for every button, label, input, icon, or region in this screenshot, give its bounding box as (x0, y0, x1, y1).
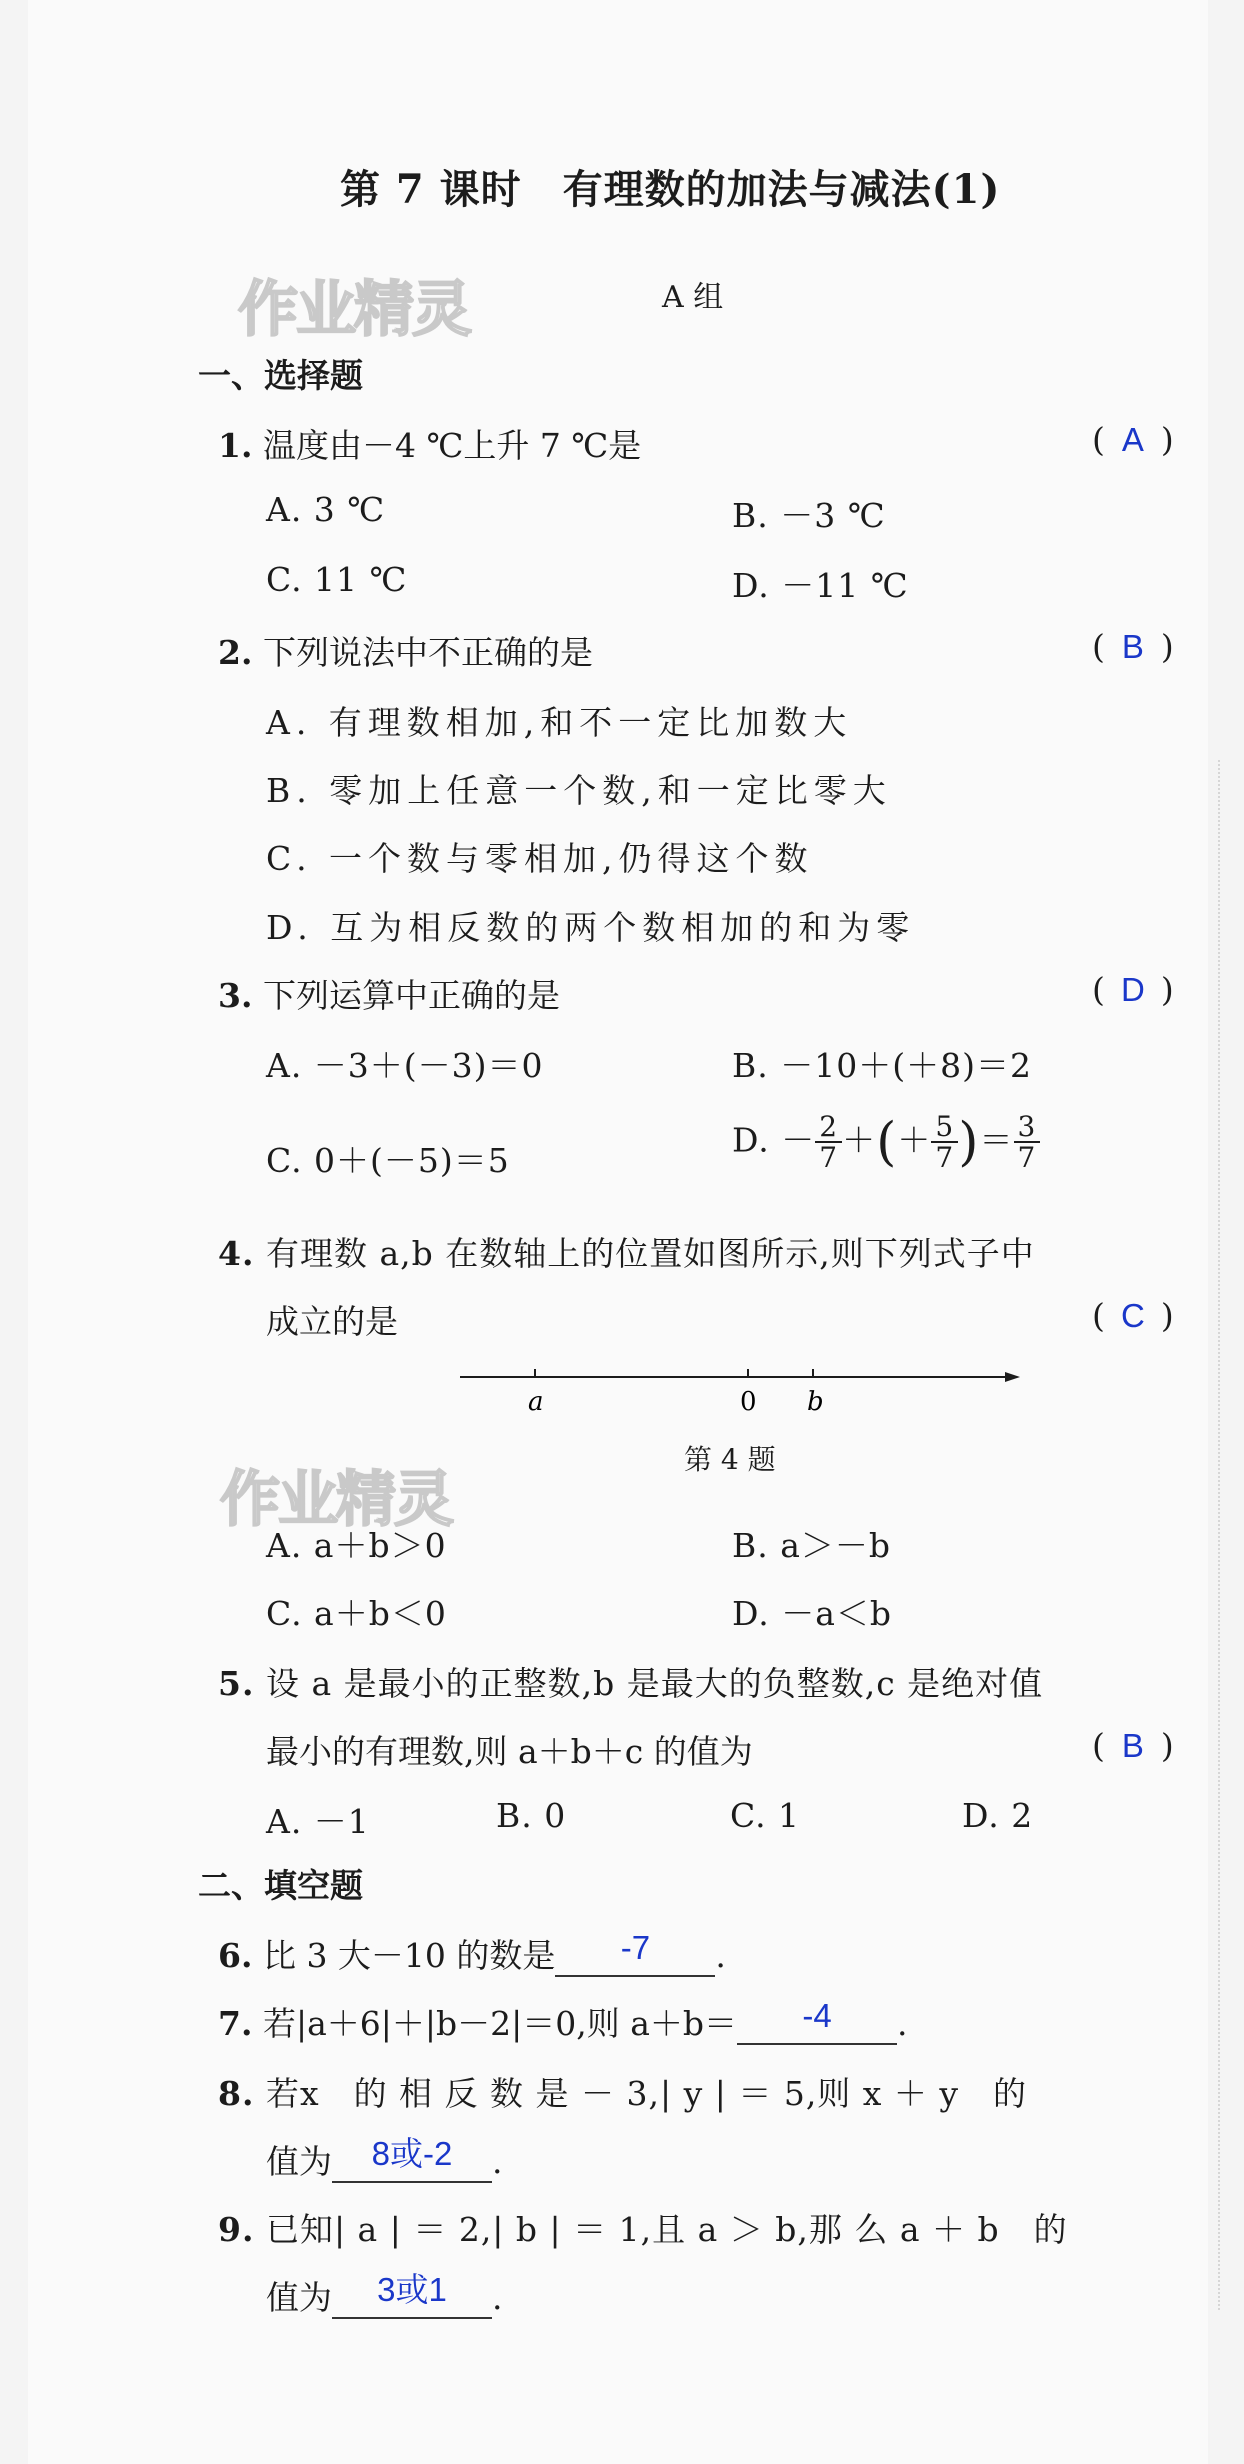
question-number: 6. (218, 1936, 253, 1975)
answer-blank[interactable] (332, 2271, 492, 2319)
answer-blank[interactable] (737, 1997, 897, 2045)
bracket-close: ) (1160, 420, 1174, 459)
option-c: C. 11 ℃ (266, 560, 408, 599)
fill-answer: 3或1 (377, 2271, 447, 2308)
bracket-close: ) (1160, 1726, 1174, 1765)
question-text: 若x 的 相 反 数 是 － 3,| y | ＝ 5,则 x ＋ y 的 (265, 2074, 1028, 2113)
arrow-icon (1005, 1372, 1020, 1382)
period: . (715, 1936, 726, 1975)
tick-label-0: 0 (740, 1387, 757, 1417)
question-3 (218, 970, 560, 1017)
question-number: 4. (218, 1234, 255, 1273)
question-5 (218, 1658, 1043, 1705)
option-b: B. －10＋(＋8)＝2 (732, 1046, 1032, 1085)
question-number: 2. (218, 633, 253, 672)
bracket-open: ( (1092, 970, 1105, 1009)
period: . (897, 2004, 908, 2043)
option-a: A. 3 ℃ (266, 490, 386, 529)
question-text: 温度由－4 ℃上升 7 ℃是 (262, 426, 642, 465)
question-7 (218, 1998, 908, 2045)
option-d: D. 互为相反数的两个数相加的和为零 (266, 908, 916, 947)
choice-answer: B (1121, 1727, 1144, 1764)
answer-bracket (1092, 1296, 1174, 1335)
fill-answer: -4 (802, 1997, 832, 2034)
section-heading-fill: 二、填空题 (198, 1866, 363, 1905)
question-number: 8. (218, 2074, 255, 2113)
question-text: 下列说法中不正确的是 (262, 633, 593, 672)
figure-caption: 第 4 题 (684, 1443, 776, 1476)
lesson-title: 第 7 课时 有理数的加法与减法(1) (340, 166, 1001, 213)
answer-bracket (1092, 1726, 1174, 1765)
question-text: 设 a 是最小的正整数,b 是最大的负整数,c 是绝对值 (265, 1664, 1044, 1703)
option-c: C. 0＋(－5)＝5 (266, 1141, 510, 1180)
question-text-continued: 成立的是 (266, 1302, 398, 1341)
answer-bracket (1092, 420, 1174, 459)
bracket-close: ) (1160, 1296, 1174, 1335)
question-number: 5. (218, 1664, 255, 1703)
question-8-continued (266, 2136, 503, 2183)
choice-answer: C (1120, 1297, 1145, 1334)
bracket-open: ( (1092, 1726, 1105, 1765)
bracket-open: ( (1092, 420, 1105, 459)
question-text: 值为 (266, 2278, 332, 2317)
choice-answer: B (1121, 628, 1144, 665)
option-b: B. －3 ℃ (732, 496, 886, 535)
bracket-open: ( (1092, 627, 1105, 666)
question-1 (218, 420, 641, 467)
option-a: A. －1 (266, 1802, 370, 1841)
right-paren: ) (958, 1112, 980, 1173)
option-c: C. a＋b＜0 (266, 1594, 447, 1633)
option-c: C. 1 (730, 1796, 801, 1835)
answer-blank[interactable] (332, 2135, 492, 2183)
tick-label-b: b (807, 1387, 824, 1417)
question-2 (218, 627, 593, 674)
option-d: D. 2 (962, 1796, 1034, 1835)
question-6 (218, 1930, 726, 1977)
option-label: D. (732, 1120, 770, 1160)
option-d (732, 1112, 1040, 1173)
question-text-continued: 最小的有理数,则 a＋b＋c 的值为 (266, 1732, 753, 1771)
question-text: 有理数 a,b 在数轴上的位置如图所示,则下列式子中 (265, 1234, 1035, 1273)
bracket-close: ) (1160, 970, 1174, 1009)
answer-bracket (1092, 627, 1174, 666)
option-d: D. －11 ℃ (732, 566, 909, 605)
minus-sign: － (781, 1120, 816, 1160)
question-number: 9. (218, 2210, 255, 2249)
option-a: A. a＋b＞0 (266, 1526, 447, 1565)
question-9-continued (266, 2272, 503, 2319)
number-line (455, 1355, 1025, 1425)
plus-sign: ＋ (842, 1120, 877, 1160)
option-a: A. 有理数相加,和不一定比加数大 (266, 703, 853, 742)
option-b: B. a＞－b (732, 1526, 892, 1565)
section-heading-choice: 一、选择题 (198, 356, 363, 395)
question-4 (218, 1228, 1035, 1275)
option-b: B. 零加上任意一个数,和一定比零大 (266, 771, 892, 810)
fill-answer: 8或-2 (371, 2135, 453, 2172)
fraction: $\frac{2}{7}$ (815, 1112, 842, 1173)
bracket-close: ) (1160, 627, 1174, 666)
equals-sign: ＝ (979, 1120, 1014, 1160)
question-text: 下列运算中正确的是 (262, 976, 560, 1015)
question-8 (218, 2068, 1027, 2115)
question-text: 若|a＋6|＋|b－2|＝0,则 a＋b＝ (262, 2004, 737, 2043)
fraction: $\frac{5}{7}$ (931, 1112, 958, 1173)
watermark-logo: 作业精灵 (220, 1465, 452, 1535)
choice-answer: D (1120, 971, 1145, 1008)
left-paren: ( (876, 1112, 898, 1173)
period: . (492, 2278, 503, 2317)
option-d: D. －a＜b (732, 1594, 893, 1633)
question-number: 7. (218, 2004, 253, 2043)
question-text: 比 3 大－10 的数是 (262, 1936, 556, 1975)
bracket-open: ( (1092, 1296, 1105, 1335)
period: . (492, 2142, 503, 2181)
question-number: 3. (218, 976, 253, 1015)
tick-label-a: a (528, 1387, 544, 1417)
plus-sign: ＋ (897, 1120, 932, 1160)
binding-dotted-line (1218, 760, 1220, 2310)
fill-answer: -7 (620, 1929, 651, 1966)
question-9 (218, 2204, 1068, 2251)
question-text: 已知| a | ＝ 2,| b | ＝ 1,且 a ＞ b,那 么 a ＋ b 的 (265, 2210, 1068, 2249)
question-text: 值为 (266, 2142, 332, 2181)
group-label: A 组 (662, 280, 724, 315)
option-b: B. 0 (496, 1796, 567, 1835)
question-number: 1. (218, 426, 253, 465)
option-c: C. 一个数与零相加,仍得这个数 (266, 839, 814, 878)
answer-bracket (1092, 970, 1174, 1009)
option-a: A. －3＋(－3)＝0 (266, 1046, 544, 1085)
watermark-logo: 作业精灵 (238, 275, 470, 345)
answer-blank[interactable] (555, 1929, 715, 1977)
choice-answer: A (1121, 421, 1144, 458)
fraction: $\frac{3}{7}$ (1014, 1112, 1041, 1173)
